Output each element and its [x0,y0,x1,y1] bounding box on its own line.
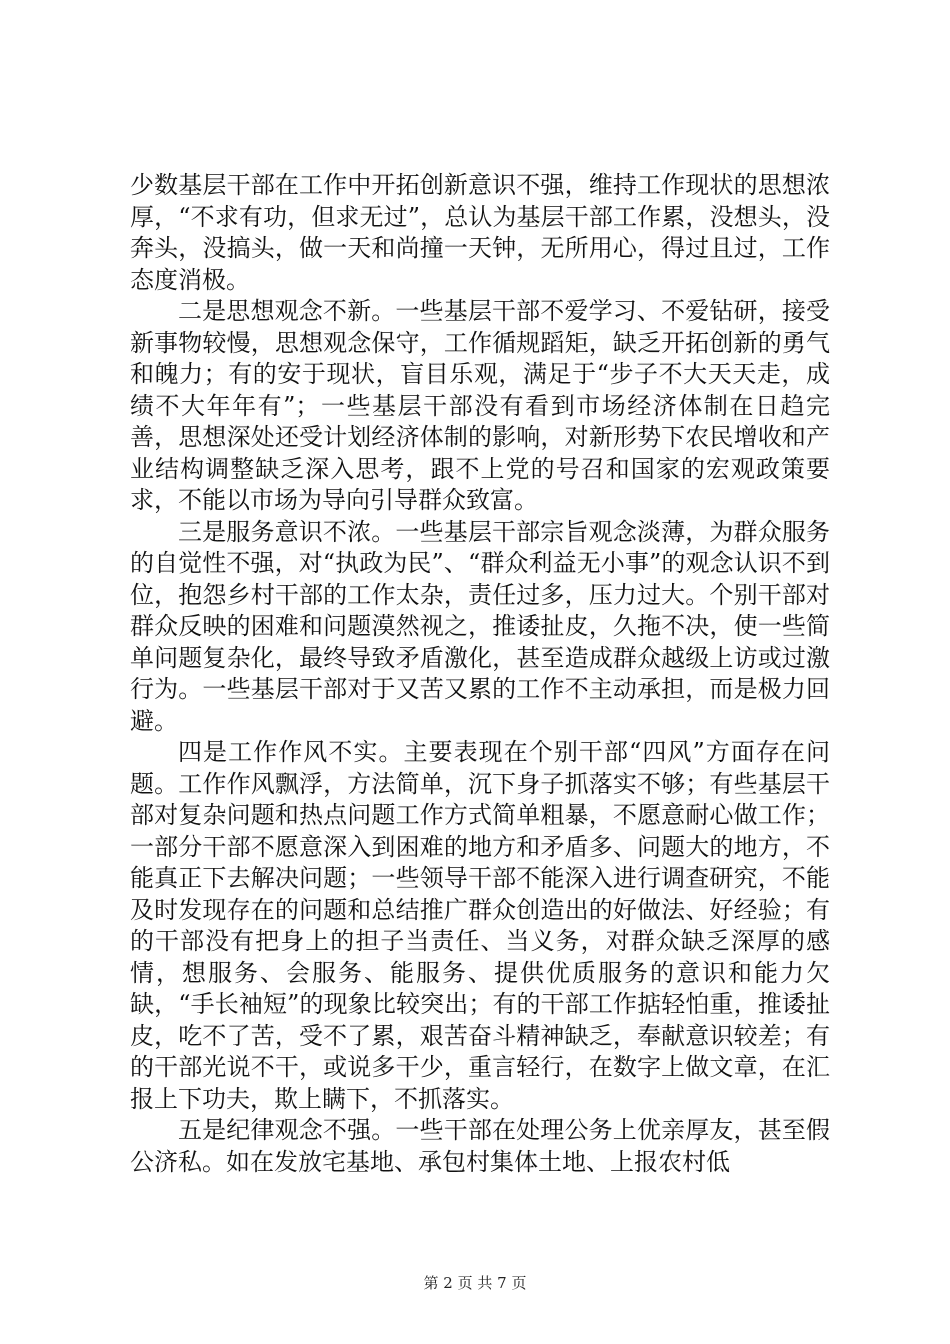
page-number-footer: 第 2 页 共 7 页 [423,1274,527,1292]
paragraph-continuation: 少数基层干部在工作中开拓创新意识不强，维持工作现状的思想浓厚，“不求有功，但求无过”，总认为基层干部工作累，没想头，没奔头，没搞头，做一天和尚撞一天钟，无所用心，得过且过，工作态度消极。 [130,171,830,294]
paragraph-ideology: 二是思想观念不新。一些基层干部不爱学习、不爱钻研，接受新事物较慢，思想观念保守，工作循规蹈矩，缺乏开拓创新的勇气和魄力；有的安于现状，盲目乐观，满足于“步子不大天天走，成绩不大年年有”；一些基层干部没有看到市场经济体制在日趋完善，思想深处还受计划经济体制的影响，对新形势下农民增收和产业结构调整缺乏深入思考，跟不上党的号召和国家的宏观政策要求，不能以市场为导向引导群众致富。 [130,297,830,514]
paragraph-service-awareness: 三是服务意识不浓。一些基层干部宗旨观念淡薄，为群众服务的自觉性不强，对“执政为民”、“群众利益无小事”的观念认识不到位，抱怨乡村干部的工作太杂，责任过多，压力过大。个别干部对群众反映的困难和问题漠然视之，推诿扯皮，久拖不决，使一些简单问题复杂化，最终导致矛盾激化，甚至造成群众越级上访或过激行为。一些基层干部对于又苦又累的工作不主动承担，而是极力回避。 [130,517,830,735]
paragraph-work-style: 四是工作作风不实。主要表现在个别干部“四风”方面存在问题。工作作风飘浮，方法简单，沉下身子抓落实不够；有些基层干部对复杂问题和热点问题工作方式简单粗暴，不愿意耐心做工作；一部分干部不愿意深入到困难的地方和矛盾多、问题大的地方，不能真正下去解决问题；一些领导干部不能深入进行调查研究，不能及时发现存在的问题和总结推广群众创造出的好做法、好经验；有的干部没有把身上的担子当责任、当义务，对群众缺乏深厚的感情，想服务、会服务、能服务、提供优质服务的意识和能力欠缺，“手长袖短”的现象比较突出；有的干部工作掂轻怕重，推诿扯皮，吃不了苦，受不了累，艰苦奋斗精神缺乏，奉献意识较差；有的干部光说不干，或说多干少，重言轻行，在数字上做文章，在汇报上下功夫，欺上瞒下，不抓落实。 [130,738,830,1113]
paragraph-discipline: 五是纪律观念不强。一些干部在处理公务上优亲厚友，甚至假公济私。如在发放宅基地、承包村集体土地、上报农村低 [130,1116,830,1176]
document-body [130,170,830,1178]
